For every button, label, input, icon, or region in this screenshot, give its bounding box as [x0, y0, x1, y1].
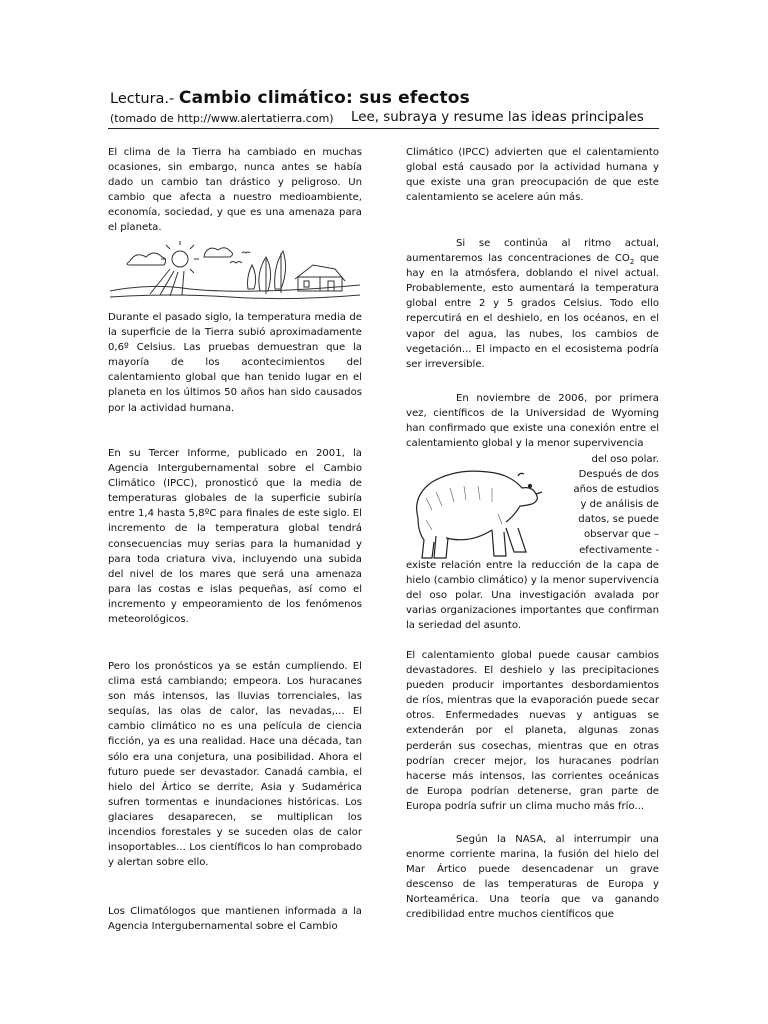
paragraph-text: En su Tercer Informe, publicado en 2001, la Agencia Intergubernamental sobre el Cambio Climático (IPCC), pronosticó que la media de temperaturas globales de la superficie subiría entre 1,4 hasta 5,8ºC para finales de este siglo. El incremento de la temperatura global tendrá consecuencias muy serias para la humanidad y para toda criatura viva, incluyendo una subida del nivel de los mares que será una amenaza para las costas e islas pequeñas, así como el incremento y empeoramiento de los fenómenos meteorológicos.: [108, 448, 362, 626]
paragraph-text: existe relación entre la reducción de la capa de hielo (cambio climático) y la menor supervivencia del oso polar. Una investigación avalada por varias organizaciones importantes que confirman la seriedad del asunto.: [406, 560, 659, 632]
wrap-line: Después de dos: [578, 469, 659, 481]
paragraph-text: El calentamiento global puede causar cambios devastadores. El deshielo y las precipitaciones pueden producir importantes desbordamientos de ríos, mientras que la evaporación puede secar otros. Enfermedades nuevas y antiguas se extenderán por el planeta, algunas zonas perderán sus cosechas, mientras que en otras podrían crecer mejor, los huracanes podrían hacerse más intensos, las corrientes oceánicas de Europa podrían detenerse, gran parte de Europa podría sufrir un clima mucho más frío...: [406, 650, 659, 812]
paragraph-text: Climático (IPCC) advierten que el calentamiento global está causado por la actividad humana y que existe una gran preocupación de que este calentamiento se acelere aún más.: [406, 147, 659, 204]
title-prefix: Lectura.-: [110, 91, 179, 107]
source-note: (tomado de http://www.alertatierra.com): [110, 112, 334, 125]
paragraph-text: En noviembre de 2006, por primera vez, científicos de la Universidad de Wyoming han confirmado que existe una conexión entre el calentamiento global y la menor supervivencia: [406, 393, 659, 450]
paragraph-text: Según la NASA, al interrumpir una enorme corriente marina, la fusión del hielo del Mar Ártico puede desencadenar un grave descenso de las temperaturas de Europa y Norteamérica. Una teoría que va ganando credibilidad entre muchos científicos que: [406, 834, 659, 921]
paragraph-text: Los Climatólogos que mantienen informada a la Agencia Intergubernamental sobre el Cambio: [108, 906, 362, 933]
wrap-line: del oso polar.: [591, 454, 659, 465]
paragraph-text: Si se continúa al ritmo actual, aumentaremos las concentraciones de $CO_2$ que hay en la atmósfera, doblando el nivel actual. Probablemente, esto aumentará la temperatura global entre 2 y 5 grados Celsius. Todo ello repercutirá en el deshielo, en los océanos, en el vapor del agua, las nubes, los cambios de vegetación... El impacto en el ecosistema podría ser irreversible.: [406, 238, 659, 370]
wrap-line: efectivamente -: [579, 544, 659, 556]
instruction-text: Lee, subraya y resume las ideas principales: [351, 110, 644, 125]
right-paragraph-3-rest: [406, 558, 659, 633]
left-paragraph-5: [108, 904, 362, 934]
left-paragraph-3: [108, 446, 362, 627]
climate-landscape-illustration: [110, 239, 360, 301]
right-paragraph-5: [406, 832, 659, 923]
wrap-line: y de análisis de: [580, 499, 659, 511]
paragraph-text: Durante el pasado siglo, la temperatura media de la superficie de la Tierra subió aproximadamente 0,6º Celsius. Las pruebas demuestran que la mayoría de los acontecimientos del calentamiento global que han tenido lugar en el planeta en los últimos 50 años han sido causados por la actividad humana.: [108, 312, 362, 414]
wrap-line: años de estudios: [573, 484, 659, 496]
paragraph-text: El clima de la Tierra ha cambiado en muchas ocasiones, sin embargo, nunca antes se había dado un cambio tan drástico y peligroso. Un cambio que afecta a nuestro medioambiente, economía, sociedad, y que es una amenaza para el planeta.: [108, 147, 362, 234]
polar-bear-wrap-text: [534, 452, 659, 558]
title-text: Cambio climático: sus efectos: [178, 88, 471, 108]
paragraph-text: Pero los pronósticos ya se están cumpliendo. El clima está cambiando; empeora. Los huracanes son más intensos, las lluvias torrenciales, las sequías, las olas de calor, las nevadas,... El cambio climático no es una película de ciencia ficción, ya es una realidad. Hace una década, tan sólo era una conjetura, una posibilidad. Ahora el futuro puede ser devastador. Canadá cambia, el hielo del Ártico se derrite, Asia y Sudamérica sufren tormentas e inundaciones históricas. Los glaciares desaparecen, se multiplican los incendios forestales y se suceden olas de calor insoportables... Los científicos lo han comprobado y alertan sobre ello.: [108, 661, 362, 869]
wrap-line: datos, se puede: [578, 514, 659, 526]
document-title: [110, 88, 470, 108]
left-paragraph-1: [108, 145, 362, 236]
header-divider: [108, 128, 659, 129]
polar-bear-block: [406, 452, 659, 572]
right-paragraph-2: [406, 236, 659, 372]
right-paragraph-1: [406, 145, 659, 205]
landscape-drawing: [110, 239, 360, 301]
polar-bear-illustration: [406, 458, 546, 568]
right-paragraph-3-intro: [406, 391, 659, 451]
left-paragraph-4: [108, 659, 362, 870]
right-paragraph-4: [406, 648, 659, 814]
left-paragraph-2: [108, 310, 362, 416]
wrap-line: observar que –: [584, 529, 659, 541]
